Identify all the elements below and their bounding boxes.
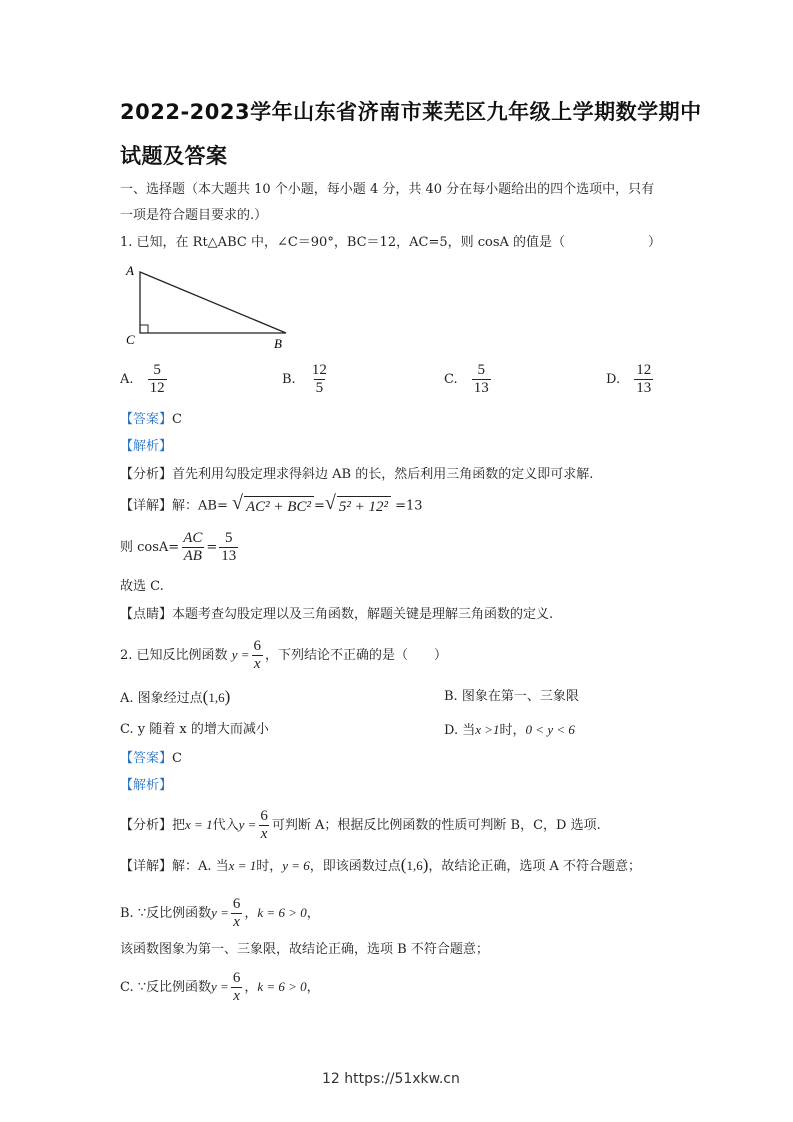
triangle-abc [140, 272, 286, 333]
q1-cos-line [120, 530, 240, 565]
dianjing-text: 本题考查勾股定理以及三角函数，解题关键是理解三角函数的定义. [172, 607, 554, 622]
cos-fraction-ac-ab: $\frac{AC}{AB}$ [183, 530, 203, 564]
vertex-label-b: B [274, 336, 282, 351]
b-prefix: B. ∵反比例函数 [120, 906, 212, 921]
fraction-denominator: 5 [315, 380, 324, 396]
detail-eq: = [313, 498, 325, 514]
fenxi-text-c: 可判断 A；根据反比例函数的性质可判断 B，C，D 选项. [271, 818, 601, 833]
detail-x-eq-1: x = 1 [228, 858, 257, 873]
fenxi-tag: 【分析】 [120, 818, 173, 833]
vertex-label-c: C [126, 332, 135, 347]
b-k-value: k = 6 > 0 [257, 905, 307, 920]
fenxi-text: 首先利用勾股定理求得斜边 AB 的长，然后利用三角函数的定义即可求解. [172, 467, 594, 482]
detail-text-b: 时， [256, 859, 283, 874]
option-letter: C. [444, 372, 458, 387]
answer-tag: 【答案】 [120, 751, 173, 766]
q2-fraction-6-x: $\frac{6}{x}$ [253, 638, 261, 672]
option-a-fraction [148, 362, 167, 397]
detail-text-a: 解：A. 当 [172, 859, 229, 874]
detail-text-d: ，故结论正确，选项 A 不符合题意； [428, 859, 642, 874]
q2-option-d-cond: x >1 [475, 722, 500, 737]
q2-option-d [444, 721, 575, 740]
q1-detail [120, 492, 423, 516]
q2-b-line: B. ∵反比例函数y = $\frac{6}{x}$ ，k = 6 > 0， [120, 896, 320, 930]
q1-option-a [120, 362, 169, 397]
q2-stem [120, 638, 447, 673]
option-c-fraction [472, 362, 491, 397]
c-k-value: k = 6 > 0 [257, 979, 307, 994]
fenxi-x-eq-1: x = 1 [185, 817, 213, 832]
q2-option-c: C. y 随着 x 的增大而减小 [120, 722, 269, 737]
q2-option-a-prefix: A. 图象经过点 [120, 691, 203, 706]
detail-y-eq-6: y = 6 [282, 858, 310, 873]
detail-tag: 【详解】 [120, 859, 173, 874]
c-end: ， [306, 980, 320, 995]
fraction-numerator: 12 [311, 362, 327, 378]
answer-value: C [172, 412, 182, 427]
b-y-eq: y = [211, 905, 229, 920]
sqrt-expression-2: √ 5² + 12² [325, 496, 391, 516]
q1-dianjing [120, 606, 553, 624]
page-footer: 12 https://51xkw.cn [322, 1071, 460, 1087]
fenxi-fraction-6-x: $\frac{6}{x}$ [260, 808, 268, 842]
fenxi-text-b: 代入 [212, 818, 239, 833]
page-title-line2: 试题及答案 [120, 144, 228, 168]
q2-c-line: C. ∵反比例函数y = $\frac{6}{x}$ ，k = 6 > 0， [120, 970, 320, 1004]
option-d-fraction [634, 362, 653, 397]
sqrt-expression-1: √ AC² + BC² [232, 496, 314, 516]
dianjing-tag: 【点睛】 [120, 607, 173, 622]
fenxi-text-a: 把 [172, 818, 186, 833]
fraction-denominator: 12 [149, 380, 165, 396]
detail-prefix: 解：AB= [172, 498, 228, 514]
q2-stem-prefix: 2. 已知反比例函数 [120, 648, 228, 663]
option-letter: A. [120, 372, 134, 387]
cos-eq: = [206, 540, 218, 555]
option-letter: D. [606, 372, 621, 387]
q1-option-d [606, 362, 655, 397]
q2-option-a-point: 1,6 [208, 690, 225, 705]
q1-choose: 故选 C. [120, 579, 164, 594]
q2-option-b: B. 图象在第一、三象限 [444, 689, 579, 704]
q2-option-d-range: 0 < y < 6 [525, 722, 575, 737]
detail-point: 1,6 [406, 858, 423, 873]
q2-fenxi [120, 808, 601, 843]
q1-option-b [282, 362, 331, 397]
q2-y-eq: y = [231, 647, 250, 662]
fenxi-tag: 【分析】 [120, 467, 173, 482]
c-fraction-6-x: $\frac{6}{x}$ [232, 970, 241, 1004]
detail-text-c: ，即该函数过点 [309, 859, 401, 874]
vertex-label-a: A [126, 263, 134, 278]
q2-b-line2: 该函数图象为第一、三象限，故结论正确，选项 B 不符合题意； [120, 942, 489, 957]
q2-stem-suffix: ，下列结论不正确的是（ ） [264, 648, 447, 663]
q1-answer [120, 411, 182, 429]
q1-fenxi [120, 466, 593, 484]
q1-option-c [444, 362, 493, 397]
fraction-numerator: 5 [477, 362, 486, 378]
q2-detail: 【详解】解：A. 当x = 1时，y = 6，即该函数过点(1,6)，故结论正确，选项 A 不符合题意； [120, 855, 642, 874]
q1-stem-close: ） [648, 235, 662, 250]
answer-tag: 【答案】 [120, 412, 173, 427]
fenxi-y-eq: y = [238, 817, 257, 832]
q1-triangle-figure [120, 262, 300, 352]
c-y-eq: y = [211, 979, 229, 994]
c-prefix: C. ∵反比例函数 [120, 980, 212, 995]
option-b-fraction [310, 362, 329, 397]
detail-tag: 【详解】 [120, 498, 173, 514]
q2-option-a: A. 图象经过点(1,6) [120, 687, 231, 706]
page-title-line1: 2022-2023学年山东省济南市莱芜区九年级上学期数学期中 [120, 100, 702, 124]
fraction-numerator: 5 [153, 362, 161, 378]
b-fraction-6-x: $\frac{6}{x}$ [232, 896, 241, 930]
section-header-line1: 一、选择题（本大题共 10 个小题，每小题 4 分，共 40 分在每小题给出的四个选项中，只有 [120, 182, 655, 197]
q1-analysis-tag: 【解析】 [120, 439, 173, 454]
q2-answer [120, 750, 182, 768]
option-letter: B. [282, 372, 296, 387]
b-end: ， [306, 906, 320, 921]
fraction-numerator: 12 [636, 362, 652, 378]
q2-analysis-tag: 【解析】 [120, 778, 173, 793]
fraction-denominator: 13 [473, 380, 489, 396]
section-header-line2: 一项是符合题目要求的.） [120, 208, 268, 223]
q1-stem: 1. 已知，在 Rt△ABC 中，∠C＝90°，BC＝12，AC=5，则 cosA 的值是（ [120, 235, 566, 250]
detail-result: =13 [395, 498, 423, 514]
answer-value: C [172, 751, 182, 766]
fraction-denominator: 13 [636, 380, 652, 396]
right-angle-mark [140, 325, 148, 333]
q2-option-d-prefix: D. 当 [444, 723, 476, 738]
cos-prefix: 则 cosA= [120, 540, 180, 555]
q2-option-d-mid: 时， [499, 723, 526, 738]
cos-fraction-result: $\frac{5}{13}$ [221, 530, 237, 564]
